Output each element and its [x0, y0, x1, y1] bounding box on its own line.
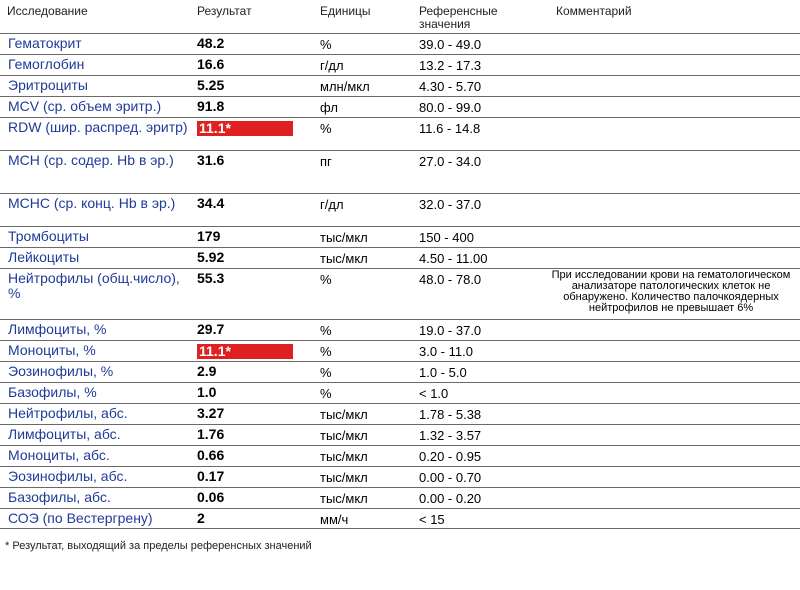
result-value: 1.76	[197, 426, 225, 442]
result-value: 0.17	[197, 468, 225, 484]
test-name: Эозинофилы, абс.	[8, 468, 128, 484]
reference-range: 3.0 - 11.0	[419, 344, 473, 359]
reference-range: < 1.0	[419, 386, 449, 401]
test-name: Тромбоциты	[8, 228, 89, 244]
test-name: Лейкоциты	[8, 249, 80, 265]
reference-range: 0.20 - 0.95	[419, 449, 482, 464]
test-name: MCHC (ср. конц. Hb в эр.)	[8, 195, 176, 211]
test-name: Лимфоциты, абс.	[8, 426, 121, 442]
test-name: MCV (ср. объем эритр.)	[8, 98, 162, 114]
result-value: 55.3	[197, 270, 225, 286]
test-name: Гемоглобин	[8, 56, 85, 72]
unit-value: тыс/мкл	[320, 230, 368, 245]
unit-value: %	[320, 37, 332, 52]
unit-value: тыс/мкл	[320, 449, 368, 464]
table-row	[0, 96, 800, 117]
table-row	[0, 508, 800, 529]
reference-range: 1.32 - 3.57	[419, 428, 482, 443]
test-name: Эритроциты	[8, 77, 88, 93]
reference-range: 150 - 400	[419, 230, 474, 245]
table-row	[0, 268, 800, 319]
test-name: Лимфоциты, %	[8, 321, 107, 337]
reference-range: 11.6 - 14.8	[419, 121, 481, 136]
test-name: Эозинофилы, %	[8, 363, 114, 379]
header-result: Результат	[197, 4, 252, 18]
table-row	[0, 466, 800, 487]
test-name: Базофилы, абс.	[8, 489, 111, 505]
unit-value: %	[320, 365, 332, 380]
test-name: Нейтрофилы, абс.	[8, 405, 128, 421]
reference-range: 48.0 - 78.0	[419, 272, 482, 287]
header-comment: Комментарий	[556, 4, 632, 18]
unit-value: %	[320, 344, 332, 359]
result-value-flagged: 11.1*	[197, 121, 293, 136]
result-value: 179	[197, 228, 221, 244]
reference-range: 4.50 - 11.00	[419, 251, 488, 266]
test-name: Нейтрофилы (общ.число), %	[8, 270, 180, 301]
reference-range: 32.0 - 37.0	[419, 197, 482, 212]
table-row	[0, 403, 800, 424]
header-units: Единицы	[320, 4, 371, 18]
table-row	[0, 75, 800, 96]
unit-value: тыс/мкл	[320, 251, 368, 266]
result-value: 0.66	[197, 447, 225, 463]
result-value: 31.6	[197, 152, 225, 168]
table-row	[0, 424, 800, 445]
table-row	[0, 340, 800, 361]
unit-value: тыс/мкл	[320, 407, 368, 422]
reference-range: 13.2 - 17.3	[419, 58, 482, 73]
reference-range: 27.0 - 34.0	[419, 154, 482, 169]
result-value: 5.92	[197, 249, 225, 265]
table-row	[0, 361, 800, 382]
table-row	[0, 247, 800, 268]
table-row	[0, 193, 800, 226]
test-name: Моноциты, %	[8, 342, 96, 358]
comment-text: При исследовании крови на гематологическом анализаторе патологических клеток не обнаружено. Количество палочкоядерных нейтрофилов не превышает 6%	[551, 269, 791, 314]
test-name: RDW (шир. распред. эритр)	[8, 119, 188, 135]
result-value: 2	[197, 510, 205, 526]
unit-value: пг	[320, 154, 332, 169]
result-value: 34.4	[197, 195, 225, 211]
test-name: СОЭ (по Вестергрену)	[8, 510, 153, 526]
unit-value: %	[320, 272, 332, 287]
reference-range: < 15	[419, 512, 445, 527]
table-row	[0, 382, 800, 403]
result-value: 16.6	[197, 56, 225, 72]
unit-value: г/дл	[320, 197, 344, 212]
result-value-flagged: 11.1*	[197, 344, 293, 359]
unit-value: %	[320, 323, 332, 338]
table-header	[0, 0, 800, 34]
reference-range: 19.0 - 37.0	[419, 323, 482, 338]
result-value: 3.27	[197, 405, 225, 421]
unit-value: тыс/мкл	[320, 491, 368, 506]
result-value: 2.9	[197, 363, 217, 379]
unit-value: фл	[320, 100, 338, 115]
table-row	[0, 54, 800, 75]
table-row	[0, 445, 800, 466]
result-value: 48.2	[197, 35, 225, 51]
result-value: 29.7	[197, 321, 225, 337]
unit-value: тыс/мкл	[320, 428, 368, 443]
test-name: MCH (ср. содер. Hb в эр.)	[8, 152, 174, 168]
header-study: Исследование	[7, 4, 88, 18]
reference-range: 0.00 - 0.20	[419, 491, 482, 506]
header-reference-line1: Референсные	[419, 4, 498, 18]
test-name: Гематокрит	[8, 35, 82, 51]
reference-range: 4.30 - 5.70	[419, 79, 482, 94]
reference-range: 0.00 - 0.70	[419, 470, 482, 485]
unit-value: мм/ч	[320, 512, 349, 527]
result-value: 91.8	[197, 98, 225, 114]
unit-value: %	[320, 121, 332, 136]
reference-range: 1.78 - 5.38	[419, 407, 482, 422]
test-name: Базофилы, %	[8, 384, 97, 400]
table-row	[0, 33, 800, 54]
unit-value: %	[320, 386, 332, 401]
reference-range: 80.0 - 99.0	[419, 100, 482, 115]
result-value: 5.25	[197, 77, 225, 93]
result-value: 1.0	[197, 384, 217, 400]
result-value: 0.06	[197, 489, 225, 505]
table-row	[0, 487, 800, 508]
reference-range: 39.0 - 49.0	[419, 37, 482, 52]
unit-value: млн/мкл	[320, 79, 370, 94]
results-table	[0, 33, 800, 529]
reference-range: 1.0 - 5.0	[419, 365, 467, 380]
header-reference-line2: значения	[419, 17, 471, 31]
table-row	[0, 226, 800, 247]
table-row	[0, 319, 800, 340]
unit-value: тыс/мкл	[320, 470, 368, 485]
footnote: * Результат, выходящий за пределы референсных значений	[5, 540, 312, 552]
table-row	[0, 117, 800, 150]
test-name: Моноциты, абс.	[8, 447, 110, 463]
table-row	[0, 150, 800, 193]
unit-value: г/дл	[320, 58, 344, 73]
